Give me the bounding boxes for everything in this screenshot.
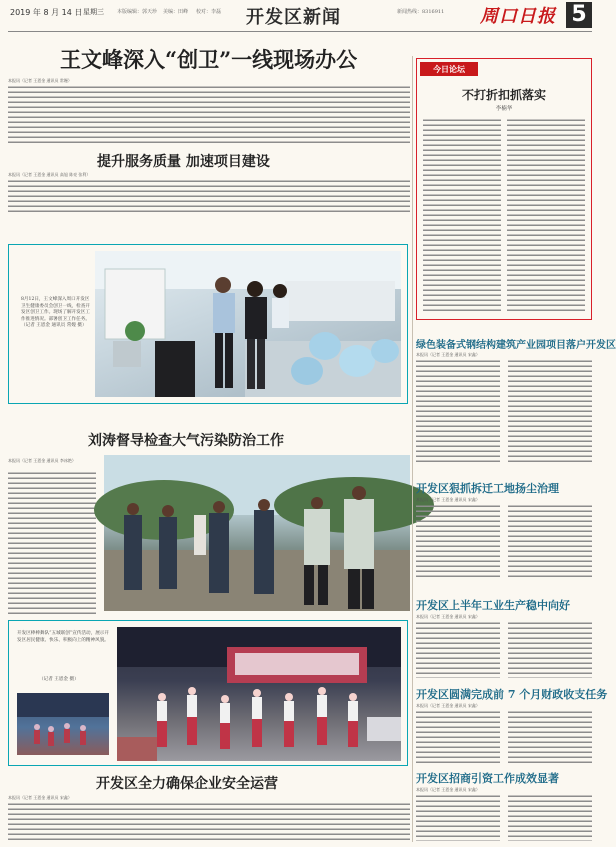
photo3-inset-image (17, 693, 109, 755)
header-editor: 本版编辑：郭天珍 (117, 9, 158, 15)
commentary-box (416, 58, 592, 320)
header-proofread: 校对：李磊 (196, 9, 222, 15)
column-divider (412, 56, 413, 842)
finance-article-body (416, 703, 592, 763)
industry-byline: 本报讯（记者 王恩金 通讯员 宋鑫） (416, 614, 480, 619)
photo1-drawing (95, 251, 401, 397)
safety-headline: 开发区全力确保企业安全运营 (96, 776, 278, 792)
service-article-body (8, 172, 410, 214)
safety-article-body (8, 795, 410, 841)
header-hotline: 新闻热线：8316911 (397, 9, 445, 15)
photo1-caption: 8月12日，王文峰深入周口开发区卫生健康委员会创卫一线，检查开发区创卫工作。现场了解开发区工作推进情况。部署创卫工作任务。（记者 王恩金 通讯员 常嫚 摄） (21, 297, 90, 328)
dust-article-body (416, 497, 592, 577)
commentary-body (423, 117, 585, 313)
header-day: 星期三 (83, 8, 104, 16)
commentary-column-tag (420, 62, 478, 76)
pollution-headline: 刘涛督导检查大气污染防治工作 (88, 433, 284, 449)
main-article-body (8, 78, 410, 144)
photo3-caption: 开发区棒棒舞队“五城联创”宣传活动，展示开发区居民健康、快乐、积极向上的精神风貌。 (17, 631, 109, 643)
investment-byline: 本报讯（记者 王恩金 通讯员 宋鑫） (416, 787, 480, 792)
masthead (0, 0, 600, 46)
main-headline: 王文峰深入“创卫”一线现场办公 (60, 47, 358, 72)
industry-headline: 开发区上半年工业生产稳中向好 (416, 599, 570, 612)
main-byline: 本报讯（记者 王恩金 通讯员 常嫚） (8, 78, 72, 83)
pollution-article-body (8, 458, 96, 614)
commentary-title: 不打折扣抓落实 (461, 88, 546, 102)
commentary-author: 李楠华 (495, 106, 513, 112)
photo3-frame (8, 620, 408, 766)
safety-byline: 本报讯（记者 王恩金 通讯员 宋鑫） (8, 795, 72, 800)
header-divider (8, 31, 592, 32)
photo3-main-image (117, 627, 401, 761)
photo3-main-drawing (117, 627, 401, 761)
service-byline: 本报讯（记者 王恩金 通讯员 高旭 陈亮 张利） (8, 172, 91, 177)
photo1-image (95, 251, 401, 397)
construction-article-body (416, 352, 592, 462)
industry-article-body (416, 614, 592, 678)
service-headline: 提升服务质量 加速项目建设 (97, 154, 270, 170)
photo2-image (104, 455, 410, 611)
page-number: 5 (571, 2, 587, 27)
photo3-credit: （记者 王恩金 摄） (39, 677, 79, 682)
photo3-inset-drawing (17, 693, 109, 755)
paper-logo: 周口日报 (480, 6, 556, 27)
header-date: 2019 年 8 月 14 日 (10, 8, 83, 17)
header-designer: 美编：田峰 (163, 9, 189, 15)
finance-headline: 开发区圆满完成前 7 个月财政收支任务 (416, 688, 608, 701)
investment-article-body (416, 787, 592, 841)
pollution-byline: 本报讯（记者 王恩金 通讯员 李冰艳） (8, 458, 76, 463)
finance-byline: 本报讯（记者 王恩金 通讯员 宋鑫） (416, 703, 480, 708)
dust-byline: 本报讯（记者 王恩金 通讯员 宋鑫） (416, 497, 480, 502)
dust-headline: 开发区狠抓拆迁工地扬尘治理 (416, 482, 559, 495)
commentary-column-label: 今日论坛 (433, 64, 465, 74)
photo1-frame (8, 244, 408, 404)
section-title: 开发区新闻 (246, 7, 341, 28)
construction-byline: 本报讯（记者 王恩金 通讯员 宋鑫） (416, 352, 480, 357)
page-number-box (566, 2, 592, 28)
construction-headline: 绿色装备式钢结构建筑产业园项目落户开发区 (416, 340, 616, 351)
investment-headline: 开发区招商引资工作成效显著 (416, 772, 559, 785)
photo2-drawing (104, 455, 410, 611)
